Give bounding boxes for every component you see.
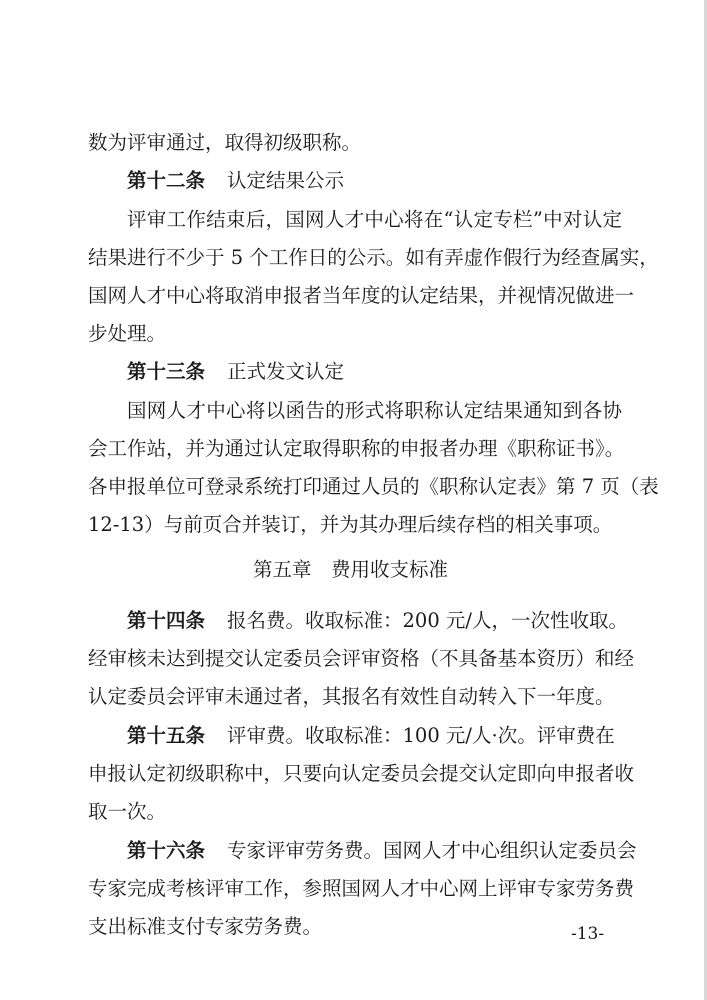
article-16-text: 专家评审劳务费。国网人才中心组织认定委员会 [227, 839, 637, 862]
article-12-number: 第十二条 [127, 169, 206, 192]
article-13-title: 正式发文认定 [227, 360, 345, 383]
article-16-paragraph [127, 836, 637, 866]
article-15-text: 评审费。收取标准：100 元/人·次。评审费在 [227, 724, 615, 747]
text-line: 专家完成考核评审工作，参照国网人才中心网上评审专家劳务费 [88, 877, 635, 900]
text-line: 评审工作结束后，国网人才中心将在“认定专栏”中对认定 [127, 208, 622, 231]
text-line: 认定委员会评审未通过者，其报名有效性自动转入下一年度。 [88, 685, 615, 708]
text-line: 经审核未达到提交认定委员会评审资格（不具备基本资历）和经 [88, 647, 635, 670]
text-line: 取一次。 [88, 800, 167, 823]
article-14-text: 报名费。收取标准：200 元/人，一次性收取。 [227, 609, 629, 632]
article-16-number: 第十六条 [127, 839, 206, 862]
article-13-number: 第十三条 [127, 360, 206, 383]
text-line: 会工作站，并为通过认定取得职称的申报者办理《职称证书》。 [88, 437, 625, 460]
article-14-number: 第十四条 [127, 609, 206, 632]
article-12-heading [127, 166, 344, 196]
article-12-title: 认定结果公示 [227, 169, 345, 192]
text-line: 国网人才中心将以函告的形式将职称认定结果通知到各协 [127, 399, 622, 422]
article-14-paragraph [127, 606, 628, 636]
article-13-heading [127, 357, 344, 387]
page-number: -13- [571, 924, 605, 944]
text-line: 国网人才中心将取消申报者当年度的认定结果，并视情况做进一 [88, 284, 635, 307]
text-line: 申报认定初级职称中，只要向认定委员会提交认定即向申报者收 [88, 762, 635, 785]
text-line: 数为评审通过，取得初级职称。 [88, 131, 362, 154]
chapter-heading: 第五章 费用收支标准 [253, 558, 449, 581]
text-line: 各申报单位可登录系统打印通过人员的《职称认定表》第 7 页（表 [88, 475, 659, 498]
article-15-number: 第十五条 [127, 724, 206, 747]
text-line: 结果进行不少于 5 个工作日的公示。如有弄虚作假行为经查属实， [88, 246, 659, 269]
article-15-paragraph [127, 721, 615, 751]
text-line: 12-13）与前页合并装订，并为其办理后续存档的相关事项。 [88, 513, 613, 536]
text-line: 步处理。 [88, 322, 167, 345]
text-line: 支出标准支付专家劳务费。 [88, 915, 323, 938]
